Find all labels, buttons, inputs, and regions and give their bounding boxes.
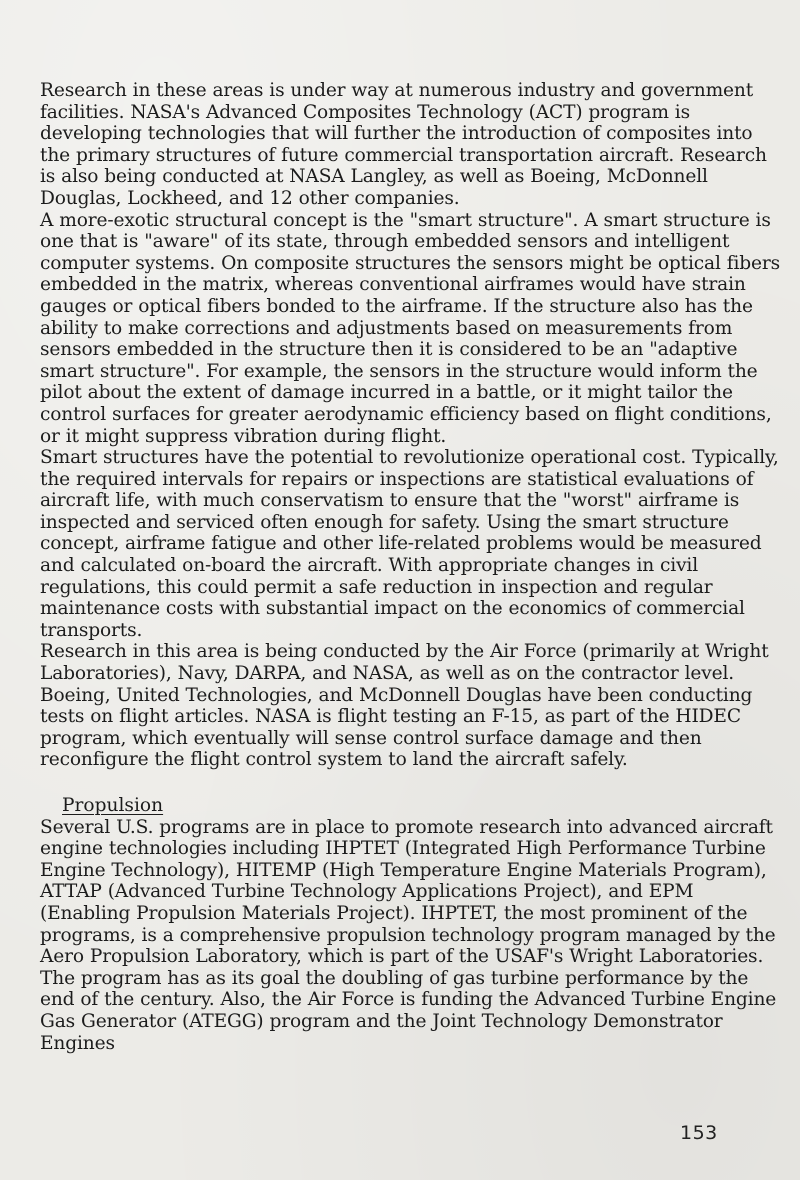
paragraph-propulsion-programs: Several U.S. programs are in place to promote research into advanced aircraft engine technologies including IHPTET (Integrated High Performance Turbine Engine Technology), HITEMP (High Temperature Engine Materials Program), ATTAP (Advanced Turbine Technology Applications Project), and EPM (Enabling Propulsion Materials Project). IHPTET, the most prominent of the programs, is a comprehensive propulsion technology program managed by the Aero Propulsion Laboratory, which is part of the USAF's Wright Laboratories. The program has as its goal the doubling of gas turbine performance by the end of the century. Also, the Air Force is funding the Advanced Turbine Engine Gas Generator (ATEGG) program and the Joint Technology Demonstrator Engines bbox=[40, 816, 777, 1054]
section-heading-propulsion: Propulsion bbox=[62, 795, 164, 816]
paragraph-smart-structure: A more-exotic structural concept is the "smart structure". A smart structure is one that is "aware" of its state, through embedded sensors and intelligent computer systems. On composite structures the sensors might be optical fibers embedded in the matrix, whereas conventional airframes would have strain gauges or optical fibers bonded to the airframe. If the structure also has the ability to make corrections and adjustments based on measurements from sensors embedded in the structure then it is considered to be an "adaptive smart structure". For example, the sensors in the structure would inform the pilot about the extent of damage incurred in a battle, or it might tailor the control surfaces for greater aerodynamic efficiency based on flight conditions, or it might suppress vibration during flight. bbox=[40, 209, 780, 447]
page-number: 153 bbox=[680, 1122, 718, 1144]
paragraph-research-agencies: Research in this area is being conducted by the Air Force (primarily at Wright Laboratories), Navy, DARPA, and NASA, as well as on the contractor level. Boeing, United Technologies, and McDonnell Douglas have been conducting tests on flight articles. NASA is flight testing an F-15, as part of the HIDEC program, which eventually will sense control surface damage and then reconfigure the flight control system to land the aircraft safely. bbox=[40, 641, 769, 771]
paragraph-operational-cost: Smart structures have the potential to revolutionize operational cost. Typically, the required intervals for repairs or inspections are statistical evaluations of aircraft life, with much conservatism to ensure that the "worst" airframe is inspected and serviced often enough for safety. Using the smart structure concept, airframe fatigue and other life-related problems would be measured and calculated on-board the aircraft. With appropriate changes in civil regulations, this could permit a safe reduction in inspection and regular maintenance costs with substantial impact on the economics of commercial transports. bbox=[40, 447, 779, 641]
paragraph-act-program: Research in these areas is under way at numerous industry and government facilities. NASA's Advanced Composites Technology (ACT) program is developing technologies that will further the introduction of composites into the primary structures of future commercial transportation aircraft. Research is also being conducted at NASA Langley, as well as Boeing, McDonnell Douglas, Lockheed, and 12 other companies. bbox=[40, 80, 767, 209]
page-body bbox=[40, 80, 785, 1054]
